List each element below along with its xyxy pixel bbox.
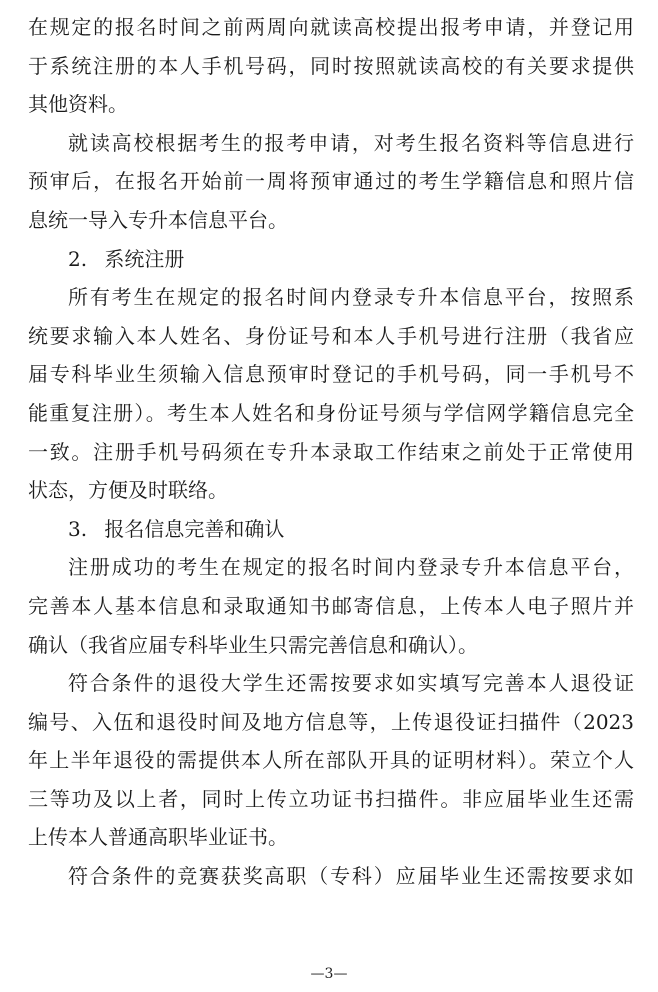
body-line: 符合条件的竞赛获奖高职（专科）应届毕业生还需按要求如 (68, 864, 634, 889)
body-line: 编号、入伍和退役时间及地方信息等，上传退役证扫描件（2023 (28, 709, 634, 734)
body-line: 预审后，在报名开始前一周将预审通过的考生学籍信息和照片信 (28, 169, 634, 194)
body-line: 所有考生在规定的报名时间内登录专升本信息平台，按照系 (68, 285, 634, 310)
section-number: 2. (68, 246, 88, 271)
body-line: 能重复注册）。考生本人姓名和身份证号须与学信网学籍信息完全 (28, 400, 634, 425)
section-title: 报名信息完善和确认 (104, 516, 285, 541)
section-heading-registration (28, 240, 634, 279)
body-line: 统要求输入本人姓名、身份证号和本人手机号进行注册（我省应 (28, 323, 634, 348)
body-line: 其他资料。 (28, 92, 128, 117)
body-line: 上传本人普通高职毕业证书。 (28, 825, 288, 850)
body-line: 届专科毕业生须输入信息预审时登记的手机号码，同一手机号不 (28, 362, 634, 387)
body-line: 注册成功的考生在规定的报名时间内登录专升本信息平台， (68, 555, 634, 580)
body-line: 状态，方便及时联络。 (28, 478, 228, 503)
body-line: 完善本人基本信息和录取通知书邮寄信息，上传本人电子照片并 (28, 593, 634, 618)
body-line: 就读高校根据考生的报考申请，对考生报名资料等信息进行 (68, 130, 634, 155)
section-title: 系统注册 (104, 246, 185, 271)
section-number: 3. (68, 516, 88, 541)
section-heading-info-confirmation (28, 510, 634, 549)
body-line: 年上半年退役的需提供本人所在部队开具的证明材料）。荣立个人 (28, 748, 634, 773)
body-line: 三等功及以上者，同时上传立功证书扫描件。非应届毕业生还需 (28, 786, 634, 811)
body-line: 确认（我省应届专科毕业生只需完善信息和确认）。 (28, 632, 478, 657)
body-line: 符合条件的退役大学生还需按要求如实填写完善本人退役证 (68, 671, 634, 696)
body-line: 在规定的报名时间之前两周向就读高校提出报考申请，并登记用 (28, 15, 634, 39)
body-line: 息统一导入专升本信息平台。 (28, 207, 288, 232)
page-number: —3— (310, 966, 348, 982)
document-body (28, 8, 634, 896)
body-line: 一致。注册手机号码须在专升本录取工作结束之前处于正常使用 (28, 439, 634, 464)
body-line: 于系统注册的本人手机号码，同时按照就读高校的有关要求提供 (28, 53, 634, 78)
